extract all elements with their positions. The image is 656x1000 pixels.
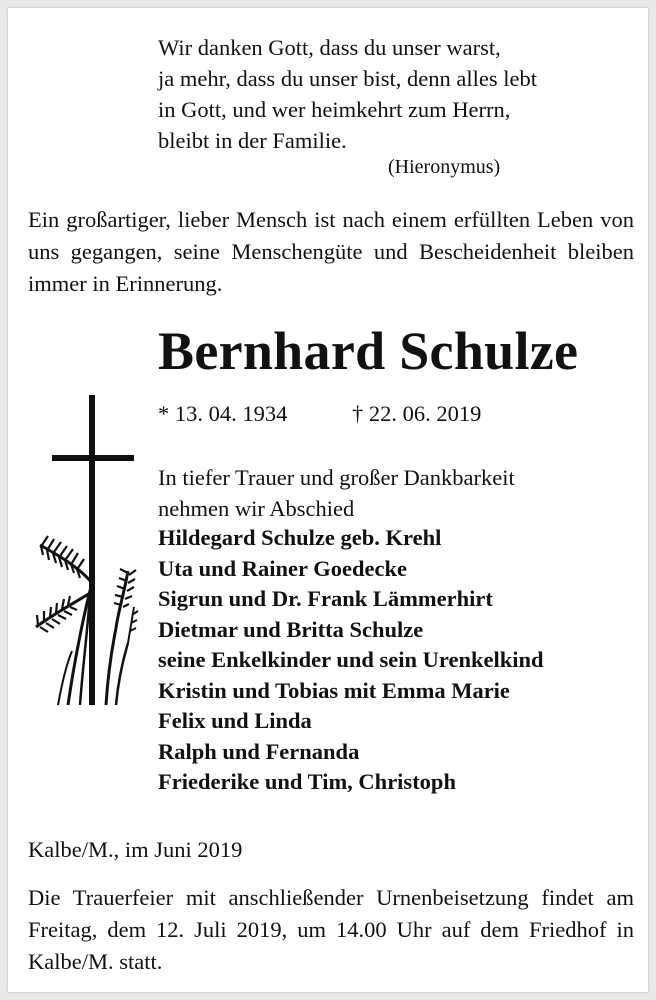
mourning-line: nehmen wir Abschied [158, 496, 355, 521]
family-member: Uta und Rainer Goedecke [158, 555, 407, 581]
poem-line: bleibt in der Familie. [158, 128, 347, 153]
family-member: Dietmar und Britta Schulze [158, 616, 424, 642]
family-member: Ralph und Fernanda [158, 738, 360, 764]
death-date: † 22. 06. 2019 [352, 401, 482, 426]
poem-line: in Gott, und wer heimkehrt zum Herrn, [158, 97, 511, 122]
family-member: Sigrun und Dr. Frank Lämmerhirt [158, 586, 493, 611]
family-member: seine Enkelkinder und sein Urenkelkind [158, 647, 544, 672]
family-member: Felix und Linda [158, 708, 312, 733]
cross-with-wheat-icon [28, 393, 144, 718]
poem-line: Wir danken Gott, dass du unser warst, [158, 35, 501, 60]
cross-with-wheat-icon-graphic [28, 393, 144, 713]
intro-text: Ein großartiger, lieber Mensch ist nach einem erfüllten Leben von uns gegangen, seine Menschengüte und Bescheidenheit bleiben immer in Erinnerung. [28, 207, 634, 296]
memorial-poem [158, 32, 537, 156]
mourning-line: In tiefer Trauer und großer Dankbarkeit [158, 465, 515, 490]
family-member: Kristin und Tobias mit Emma Marie [158, 677, 510, 703]
obituary-notice [8, 8, 648, 992]
family-list [158, 523, 544, 798]
birth-date: * 13. 04. 1934 [158, 401, 288, 426]
mourning-text [158, 462, 515, 524]
family-member: Friederike und Tim, Christoph [158, 769, 456, 794]
deceased-name: Bernhard Schulze [158, 321, 579, 381]
poem-line: ja mehr, dass du unser bist, denn alles lebt [158, 66, 538, 91]
place-date: Kalbe/M., im Juni 2019 [28, 837, 243, 862]
funeral-service-text: Die Trauerfeier mit anschließender Urnenbeisetzung findet am Freitag, dem 12. Juli 2019, um 14.00 Uhr auf dem Friedhof in Kalbe/M. statt. [28, 885, 634, 974]
family-member: Hildegard Schulze geb. Krehl [158, 525, 442, 550]
poem-attribution: (Hieronymus) [388, 156, 501, 178]
